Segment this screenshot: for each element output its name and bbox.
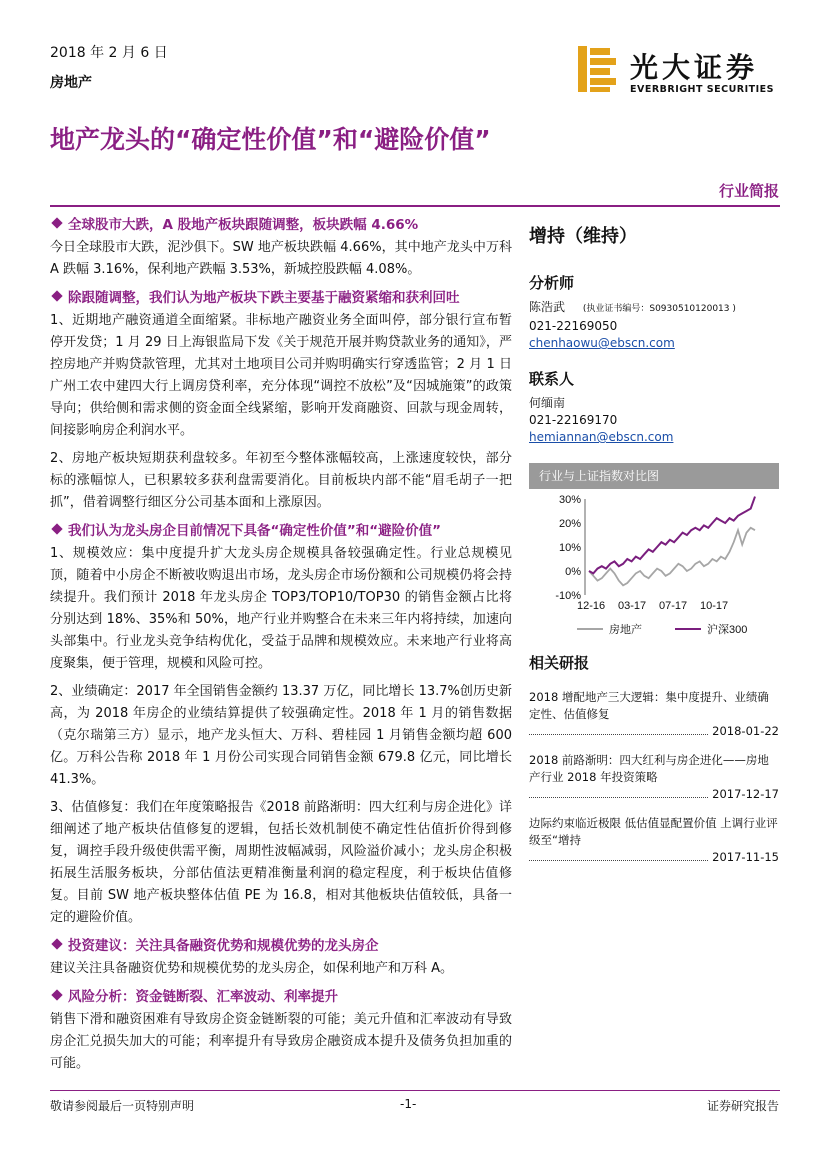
footer-disclaimer: 敬请参阅最后一页特别声明 [50,1099,195,1113]
analyst-email-link[interactable]: chenhaowu@ebscn.com [529,336,675,350]
everbright-logo-icon [578,46,622,94]
analyst-email-row [529,335,779,352]
logo-english-name: EVERBRIGHT SECURITIES [630,84,774,95]
footer-report-label: 证券研究报告 [706,1099,779,1113]
x-tick-label: 03-17 [618,600,647,612]
diamond-bullet-icon [51,290,62,301]
related-report-date-row [529,849,779,866]
chart-plot [529,489,779,635]
footer-divider [50,1090,780,1091]
chart-title: 行业与上证指数对比图 [529,463,779,489]
section-heading: 我们认为龙头房企目前情况下具备“确定性价值”和“避险价值” [50,520,512,543]
sector-label: 房地产 [50,75,92,91]
section-heading: 全球股市大跌，A 股地产板块跟随调整，板块跌幅 4.66% [50,214,512,237]
y-tick-label: 20% [558,518,581,530]
report-title: 地产龙头的“确定性价值”和“避险价值” [50,125,491,154]
paragraph: 2、业绩确定：2017 年全国销售金额约 13.37 万亿，同比增长 13.7%创历史新高，为 2018 年房企的业绩结算提供了较强确定性。2018 年 1 月的销售数据（克尔瑞第三方）显示，地产龙头恒大、万科、碧桂园 1 月销售金额均超 600 亿。万科公告称 2018 年 1 月份公司实现合同销售金额 679.8 亿元，同比增长 41.3%。 [50,684,512,787]
main-column [50,214,512,1077]
related-heading: 相关研报 [529,654,590,672]
y-tick-label: 10% [558,542,581,554]
related-report-date-row [529,786,779,803]
x-tick-label: 12-16 [577,600,606,612]
paragraph: 销售下滑和融资困难有导致房企资金链断裂的可能；美元升值和汇率波动有导致房企汇兑损失加大的可能；利率提升有导致房企融资成本提升及债务负担加重的可能。 [50,1012,512,1071]
related-report-title[interactable]: 2018 前路渐明：四大红利与房企进化——房地产行业 2018 年投资策略 [529,753,769,784]
contact-phone: 021-22169170 [529,413,618,427]
y-tick-label: 0% [565,566,581,578]
x-tick-label: 10-17 [700,600,729,612]
y-tick-label: 30% [558,494,581,506]
related-report-date: 2017-12-17 [712,787,779,801]
section-heading: 除跟随调整，我们认为地产板块下跌主要基于融资紧缩和获利回吐 [50,287,512,310]
legend-label: 房地产 [609,624,642,635]
related-report-title[interactable]: 2018 增配地产三大逻辑：集中度提升、业绩确定性、估值修复 [529,690,769,721]
paragraph: 2、房地产板块短期获利盘较多。年初至今整体涨幅较高，上涨速度较快，部分标的涨幅惊人，已积累较多获利盘需要消化。目前板块内部不能“眉毛胡子一把抓”，借着调整行细区分公司基本面和上涨原因。 [50,451,512,510]
related-report-title[interactable]: 边际约束临近极限 低估值显配置价值 上调行业评级至“增持 [529,816,778,847]
contact-name: 何缅南 [529,396,566,410]
contact-email-row [529,429,779,446]
contact-heading: 联系人 [529,370,575,388]
contact-email-link[interactable]: hemiannan@ebscn.com [529,430,674,444]
diamond-bullet-icon [51,217,62,228]
paragraph: 1、近期地产融资通道全面缩紧。非标地产融资业务全面叫停，部分银行宣布暂停开发贷；1 月 29 日上海银监局下发《关于规范开展并购贷款业务的通知》，严控房地产并购贷款管理，尤其对土地项目公司并购明确实行穿透监管；2 月 1 日广州工农中建四大行上调房贷利率，充分体现“调控不放松”及“因城施策”的政策导向；供给侧和需求侧的资金面全线紧缩，影响开发商融资、回款与现金周转，间接影响房企利润水平。 [50,313,512,438]
analyst-cert: (执业证书编号：S0930510120013 ) [582,304,736,314]
paragraph: 今日全球股市大跌，泥沙俱下。SW 地产板块跌幅 4.66%，其中地产龙头中万科 A 跌幅 3.16%，保利地产跌幅 3.53%，新城控股跌幅 4.08%。 [50,240,512,277]
y-tick-label: -10% [555,590,581,602]
x-tick-label: 07-17 [659,600,688,612]
related-report-date-row [529,723,779,740]
series-line-1 [589,497,755,574]
related-report-date: 2018-01-22 [712,724,779,738]
analyst-line [529,299,779,318]
diamond-bullet-icon [51,938,62,949]
diamond-bullet-icon [51,523,62,534]
report-type: 行业简报 [718,182,779,200]
related-report-date: 2017-11-15 [712,850,779,864]
legend-label: 沪深300 [707,624,748,635]
related-reports [529,652,779,878]
paragraph: 1、规模效应：集中度提升扩大龙头房企规模具备较强确定性。行业总规模见顶，随着中小房企不断被收购退出市场，龙头房企市场份额和公司规模仍将会持续提升。我们预计 2018 年龙头房企 TOP3/TOP10/TOP30 的销售金额占比将分别达到 18%、35%和 50%，地产行业并购整合在未来三年内将持续，加速向头部集中。行业龙头竞争结构优化，受益于品牌和规模效应。未来地产行业将高度聚集，便于管理，规模和风险可控。 [50,546,512,671]
section-heading: 投资建议：关注具备融资优势和规模优势的龙头房企 [50,935,512,958]
diamond-bullet-icon [51,989,62,1000]
analyst-name: 陈浩武 [529,300,566,314]
logo-chinese-name: 光大证券 [630,51,759,84]
paragraph: 建议关注具备融资优势和规模优势的龙头房企，如保利地产和万科 A。 [50,961,454,976]
paragraph: 3、估值修复：我们在年度策略报告《2018 前路渐明：四大红利与房企进化》详细阐述了地产板块估值修复的逻辑，包括长效机制使不确定性估值折价得到修复，调控手段升级使供需平衡，周期性波幅减弱，风险溢价减小；龙头房企积极拓展生活服务板块，分部估值法更精准衡量利润的稳定程度，利于板块估值修复。目前 SW 地产板块整体估值 PE 为 16.8，相对其他板块估值较低，具备一定的避险价值。 [50,800,512,925]
section-heading: 风险分析：资金链断裂、汇率波动、利率提升 [50,986,512,1009]
rating: 增持（维持） [529,226,637,247]
analyst-heading: 分析师 [529,274,575,292]
header-divider [50,205,780,207]
analyst-phone: 021-22169050 [529,319,618,333]
comparison-chart [529,463,779,635]
report-date: 2018 年 2 月 6 日 [50,45,168,61]
side-column [529,214,779,446]
series-line-0 [589,528,755,586]
page-number: -1- [400,1097,417,1111]
